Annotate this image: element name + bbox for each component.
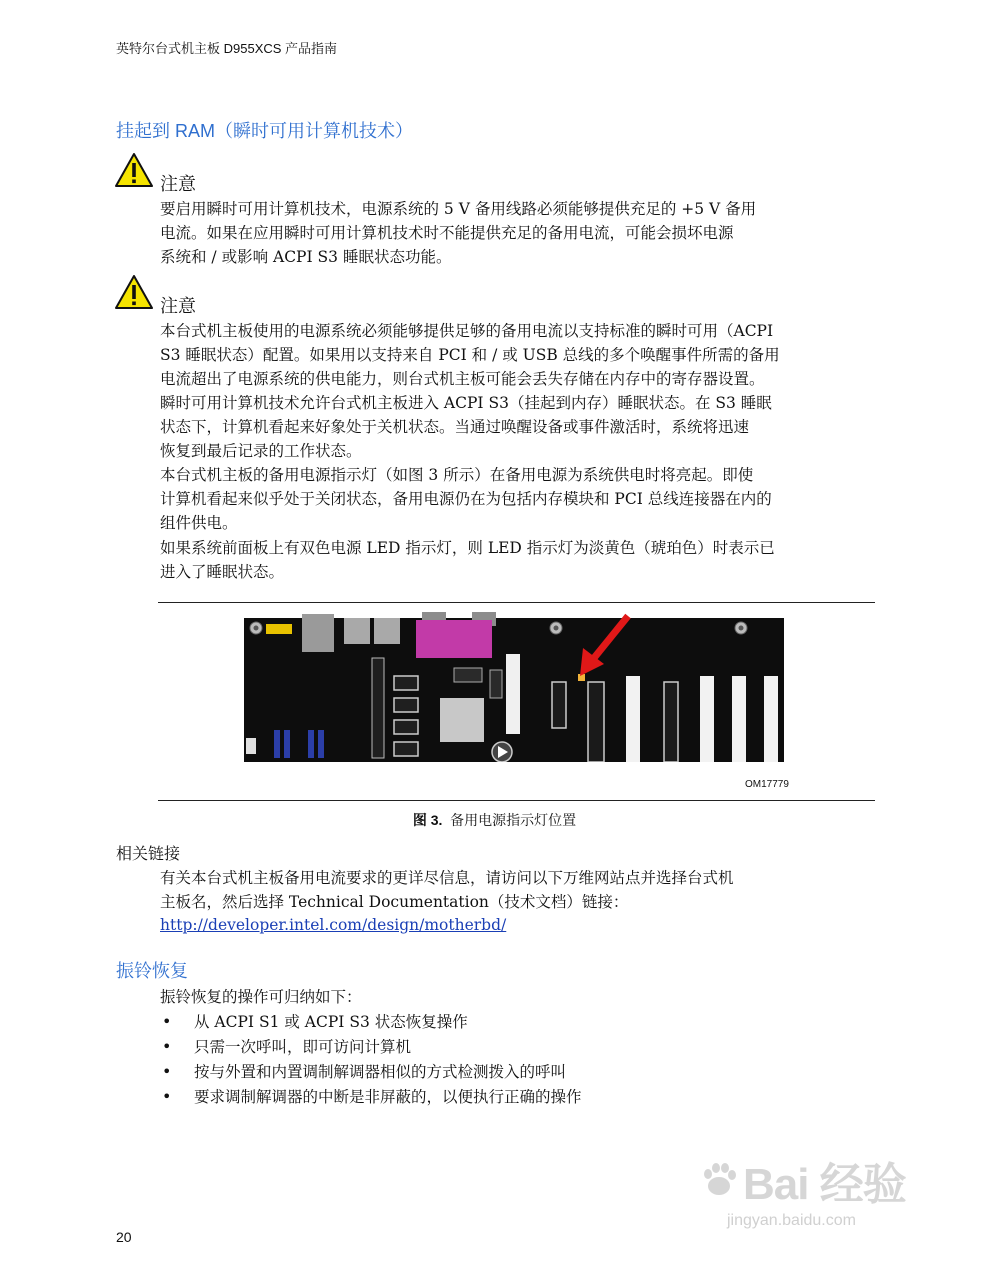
- warning-icon: [114, 152, 154, 188]
- ring-resume-list: [162, 1010, 582, 1110]
- text-line: 系统和 / 或影响 ACPI S3 睡眠状态功能。: [160, 248, 452, 266]
- paragraph-instantly-available: [160, 391, 880, 463]
- list-item: • 按与外置和内置调制解调器相似的方式检测拨入的呼叫: [162, 1060, 582, 1085]
- paw-icon: [699, 1160, 739, 1200]
- figure-code: OM17779: [745, 779, 789, 790]
- baidu-watermark: [699, 1148, 929, 1248]
- ring-resume-intro: 振铃恢复的操作可归纳如下：: [160, 988, 362, 1006]
- text-line: 如果系统前面板上有双色电源 LED 指示灯，则 LED 指示灯为淡黄色（琥珀色）时表示已: [160, 539, 775, 557]
- related-links-heading: 相关链接: [116, 844, 181, 863]
- text-line: 瞬时可用计算机技术允许台式机主板进入 ACPI S3（挂起到内存）睡眠状态。在 S3 睡眠: [160, 394, 772, 412]
- caution-text-1: [160, 197, 880, 269]
- caution-label: 注意: [160, 296, 196, 317]
- text-line: 电流超出了电源系统的供电能力，则台式机主板可能会丢失存储在内存中的寄存器设置。: [160, 370, 765, 388]
- text-line: 主板名，然后选择 Technical Documentation（技术文档）链接：: [160, 893, 629, 911]
- text-line: 计算机看起来似乎处于关闭状态，备用电源仍在为包括内存模块和 PCI 总线连接器在内的: [160, 490, 772, 508]
- paragraph-dual-color-led: [160, 536, 880, 584]
- text-line: 进入了睡眠状态。: [160, 563, 285, 581]
- text-line: 电流。如果在应用瞬时可用计算机技术时不能提供充足的备用电流，可能会损坏电源: [160, 224, 734, 242]
- page-number: 20: [116, 1229, 132, 1245]
- section-title-ring-resume: 振铃恢复: [116, 961, 188, 981]
- section-title-suspend-to-ram: 挂起到 RAM（瞬时可用计算机技术）: [116, 121, 413, 141]
- warning-icon: [114, 274, 154, 310]
- figure-bottom-rule: [158, 800, 875, 801]
- watermark-brand: Bai 经验: [743, 1160, 906, 1209]
- text-line: 本台式机主板使用的电源系统必须能够提供足够的备用电流以支持标准的瞬时可用（ACPI: [160, 322, 774, 340]
- watermark-url: jingyan.baidu.com: [727, 1212, 856, 1229]
- figure-caption: [0, 810, 989, 830]
- related-links-text: [160, 866, 880, 914]
- text-line: 要启用瞬时可用计算机技术，电源系统的 5 V 备用线路必须能够提供充足的 +5 V 备用: [160, 200, 757, 218]
- paragraph-standby-led: [160, 463, 880, 535]
- caution-text-2: [160, 319, 880, 391]
- motherboard-diagram: [244, 610, 784, 762]
- text-line: 状态下，计算机看起来好象处于关机状态。当通过唤醒设备或事件激活时，系统将迅速: [160, 418, 750, 436]
- running-header: 英特尔台式机主板 D955XCS 产品指南: [116, 41, 338, 56]
- text-line: 组件供电。: [160, 514, 238, 532]
- list-item: • 要求调制解调器的中断是非屏蔽的，以便执行正确的操作: [162, 1085, 582, 1110]
- caption-text: 备用电源指示灯位置: [450, 812, 577, 828]
- developer-link[interactable]: http://developer.intel.com/design/motherbd/: [160, 916, 507, 934]
- caption-number: 图 3.: [412, 812, 443, 828]
- caution-label: 注意: [160, 174, 196, 195]
- figure-top-rule: [158, 602, 875, 603]
- list-item: • 只需一次呼叫，即可访问计算机: [162, 1035, 582, 1060]
- text-line: 有关本台式机主板备用电流要求的更详尽信息，请访问以下万维网站点并选择台式机: [160, 869, 734, 887]
- text-line: 恢复到最后记录的工作状态。: [160, 442, 362, 460]
- list-item: • 从 ACPI S1 或 ACPI S3 状态恢复操作: [162, 1010, 582, 1035]
- text-line: 本台式机主板的备用电源指示灯（如图 3 所示）在备用电源为系统供电时将亮起。即使: [160, 466, 754, 484]
- text-line: S3 睡眠状态）配置。如果用以支持来自 PCI 和 / 或 USB 总线的多个唤醒事件所需的备用: [160, 346, 780, 364]
